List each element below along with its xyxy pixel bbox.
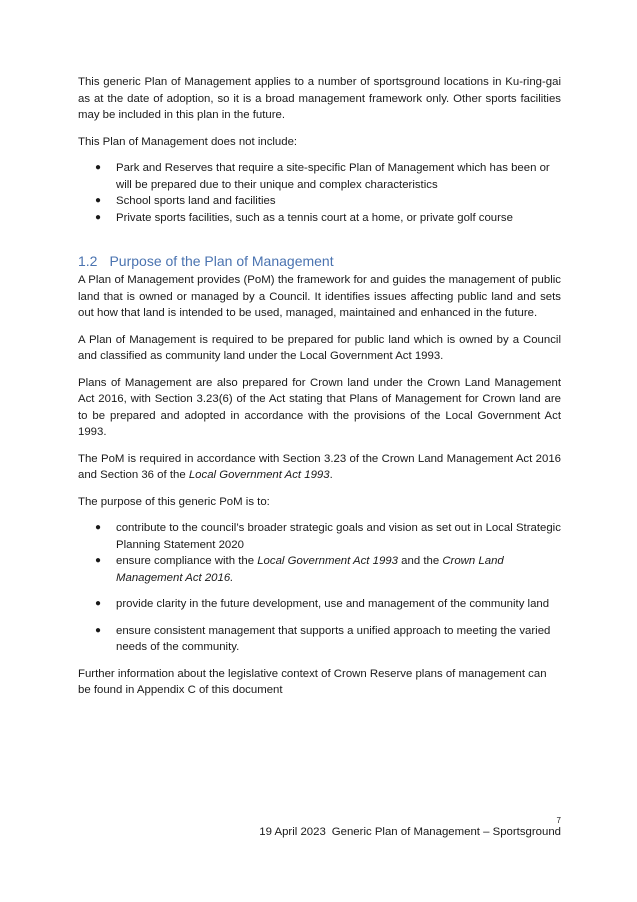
paragraph: A Plan of Management is required to be prepared for public land which is owned by a Council and classified as community land under the Local Government Act 1993. [78,333,561,362]
paragraph: The PoM is required in accordance with Section 3.23 of the Crown Land Management Act 2016 and Section 36 of the Local Government Act 1993. [78,452,561,481]
bullet-icon: ● [95,522,102,533]
list-item: ● provide clarity in the future development, use and management of the community land [78,596,561,613]
exclusions-lead: This Plan of Management does not include: [78,135,298,148]
bullet-icon: ● [95,555,102,566]
closing-paragraph: Further information about the legislative context of Crown Reserve plans of management can be found in Appendix C of this document [78,667,547,696]
paragraph: Plans of Management are also prepared for Crown land under the Crown Land Management Act 2016, with Section 3.23(6) of the Act stating that Plans of Management for Crown land are to be prepared and adopted in accordance with the provisions of the Local Government Act 1993. [78,376,561,438]
footer-date: 19 April 2023 [259,826,326,838]
bullet-icon: ● [95,195,102,206]
list-item: ● ensure consistent management that supports a unified approach to meeting the varied needs of the community. [95,624,551,653]
bullet-icon: ● [95,162,102,173]
page-number: 7 [556,816,561,825]
section-number: 1.2 [78,253,98,269]
list-item: ● contribute to the council’s broader strategic goals and vision as set out in Local Strategic Planning Statement 2020 [95,522,561,551]
list-item: ● School sports land and facilities [78,193,561,210]
intro-paragraph: This generic Plan of Management applies to a number of sportsground locations in Ku-ring-gai as at the date of adoption, so it is a broad management framework only. Other sports facilities may be included in this plan in the future. [78,76,561,121]
section-title: Purpose of the Plan of Management [109,253,334,269]
section-heading [78,252,561,270]
bullet-icon: ● [95,211,102,223]
page-footer [253,826,561,838]
exclusions-list [78,160,561,226]
bullet-icon: ● [95,624,102,636]
purpose-list [78,520,561,656]
page-content [78,74,561,709]
list-item: ● ensure compliance with the Local Government Act 1993 and the Crown Land Management Act 2016. [95,555,504,584]
purpose-lead: The purpose of this generic PoM is to: [78,495,270,508]
footer-title: Generic Plan of Management – Sportsground [331,826,561,838]
bullet-icon: ● [95,598,102,609]
list-item: ● Private sports facilities, such as a tennis court at a home, or private golf course [78,210,561,227]
paragraph: A Plan of Management provides (PoM) the framework for and guides the management of public land that is owned or managed by a Council. It identifies issues affecting public land and sets out how that land is intended to be used, managed, maintained and enhanced in the future. [78,274,561,319]
list-item: ● Park and Reserves that require a site-specific Plan of Management which has been or will be prepared due to their unique and complex characteristics [95,162,550,191]
